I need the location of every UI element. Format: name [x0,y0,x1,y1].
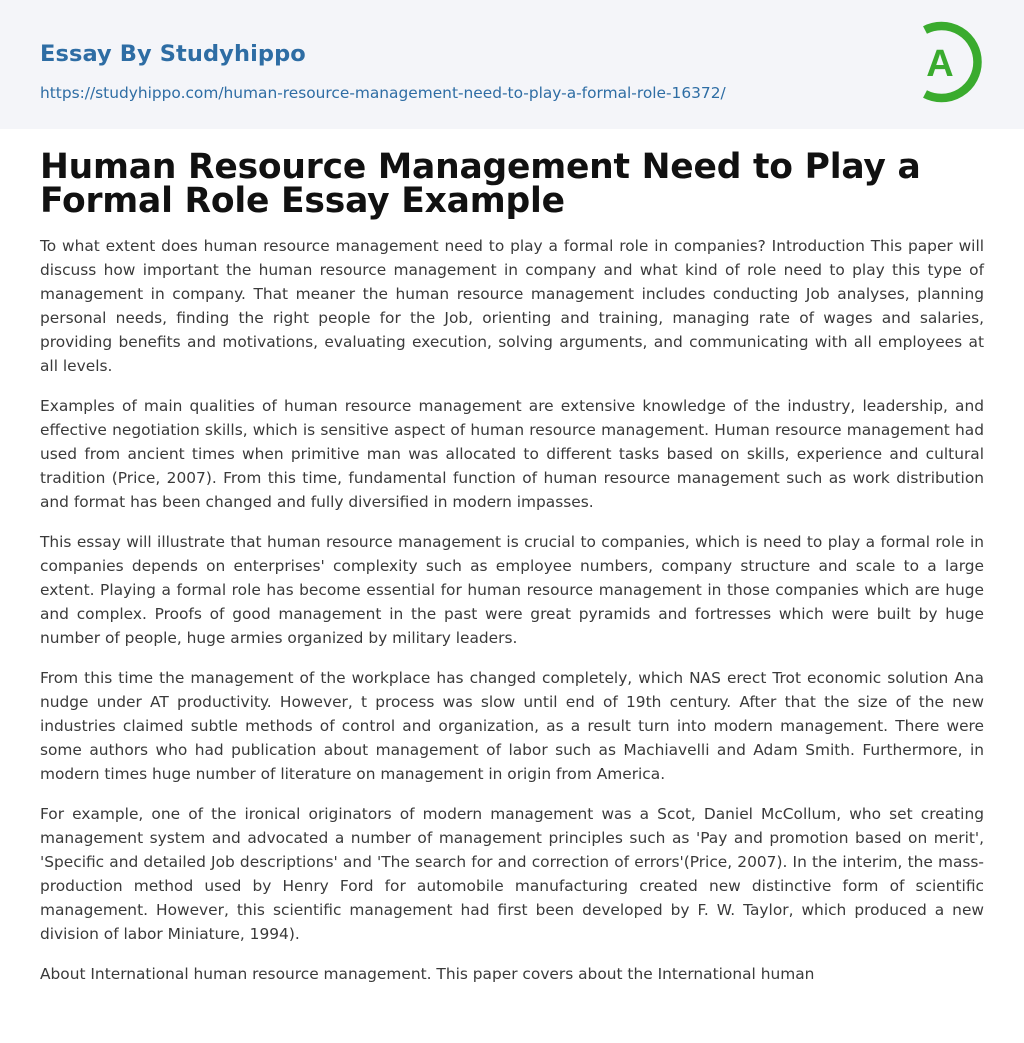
paragraph: About International human resource management. This paper covers about the International human [40,965,815,983]
paragraph: For example, one of the ironical originators of modern management was a Scot, Daniel McCollum, who set creating management system and advocated a number of management principles such as 'Pay and promotion based on merit', 'Specific and detailed Job descriptions' and 'The search for and correction of errors'(Price, 2007). In the interim, the mass- production method used by Henry Ford for automobile manufacturing created new distinctive form of scientific management. However, this scientific management had first been developed by F. W. Taylor, which produced a new division of labor Miniature, 1994). [40,805,984,943]
site-title[interactable]: Essay By Studyhippo [40,41,306,67]
paragraph: To what extent does human resource management need to play a formal role in companies? Introduction This paper will discuss how important the human resource management in company and what kind of role need to play this type of management in company. That meaner the human resource management includes conducting Job analyses, planning personal needs, finding the right people for the Job, orienting and training, managing rate of wages and salaries, providing benefits and motivations, evaluating execution, solving arguments, and communicating with all employees at all levels. [40,237,984,375]
site-header [0,0,1024,129]
paragraph: From this time the management of the workplace has changed completely, which NAS erect Trot economic solution Ana nudge under AT productivity. However, t process was slow until end of 19th century. After that the size of the new industries claimed subtle methods of control and organization, as a result turn into modern management. There were some authors who had publication about management of labor such as Machiavelli and Adam Smith. Furthermore, in modern times huge number of literature on management in origin from America. [40,669,984,783]
studyhippo-logo-icon[interactable] [903,18,987,106]
page-url-link[interactable]: https://studyhippo.com/human-resource-management-need-to-play-a-formal-role-16372/ [40,84,726,102]
paragraph: Examples of main qualities of human resource management are extensive knowledge of the industry, leadership, and effective negotiation skills, which is sensitive aspect of human resource management. Human resource management had used from ancient times when primitive man was allocated to different tasks based on skills, experience and cultural tradition (Price, 2007). From this time, fundamental function of human resource management such as work distribution and format has been changed and fully diversified in modern impasses. [40,397,984,511]
logo-letter: A [926,43,954,85]
article-title: Human Resource Management Need to Play a Formal Role Essay Example [40,147,921,221]
paragraph: This essay will illustrate that human resource management is crucial to companies, which is need to play a formal role in companies depends on enterprises' complexity such as employee numbers, company structure and scale to a large extent. Playing a formal role has become essential for human resource management in those companies which are huge and complex. Proofs of good management in the past were great pyramids and fortresses which were built by huge number of people, huge armies organized by military leaders. [40,533,984,647]
article-body [40,234,984,1002]
